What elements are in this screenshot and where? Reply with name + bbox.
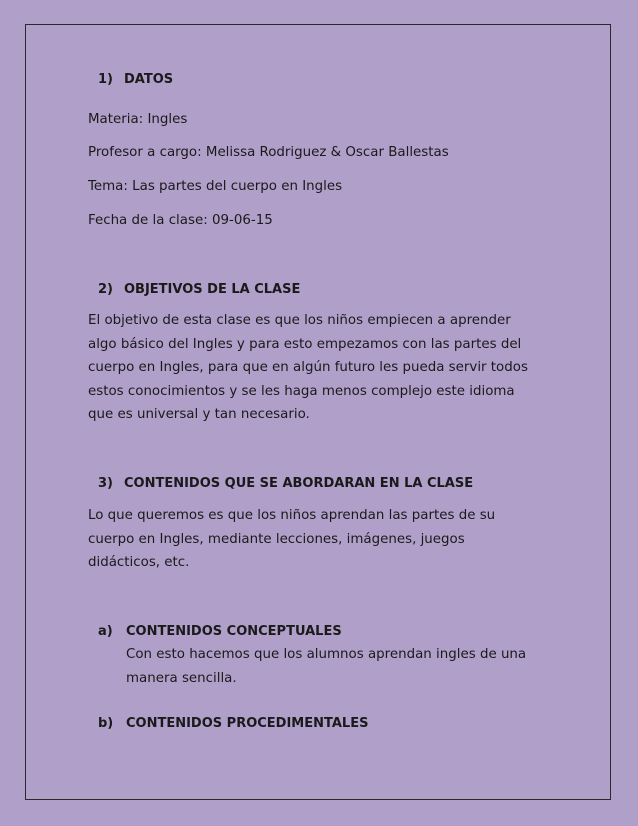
objetivo-line-3: cuerpo en Ingles, para que en algún futuro les pueda servir todos: [88, 360, 528, 375]
section-2-number: 2): [98, 282, 113, 297]
contenidos-line-1: Lo que queremos es que los niños aprendan las partes de su: [88, 508, 496, 523]
objetivo-line-5: que es universal y tan necesario.: [88, 407, 310, 422]
contenidos-line-2: cuerpo en Ingles, mediante lecciones, imágenes, juegos: [88, 532, 465, 547]
conceptuales-line-1: Con esto hacemos que los alumnos aprendan ingles de una: [126, 647, 527, 662]
objetivo-line-4: estos conocimientos y se les haga menos complejo este idioma: [88, 384, 515, 399]
contenidos-line-3: didácticos, etc.: [88, 555, 190, 570]
tema-line: Tema: Las partes del cuerpo en Ingles: [88, 179, 343, 194]
objetivo-line-2: algo básico del Ingles y para esto empezamos con las partes del: [88, 337, 522, 352]
subsection-b-heading: [98, 714, 368, 734]
materia-line: Materia: Ingles: [88, 112, 188, 127]
subsection-b-number: b): [98, 716, 114, 731]
profesor-line: Profesor a cargo: Melissa Rodriguez & Oscar Ballestas: [88, 145, 449, 160]
section-3-heading: [98, 474, 473, 494]
conceptuales-line-2: manera sencilla.: [126, 671, 237, 686]
subsection-a-number: a): [98, 624, 113, 639]
objetivo-line-1: El objetivo de esta clase es que los niños empiecen a aprender: [88, 313, 511, 328]
section-2-heading: [98, 280, 300, 300]
section-3-number: 3): [98, 476, 113, 491]
section-1-number: 1): [98, 72, 113, 87]
section-2-title: OBJETIVOS DE LA CLASE: [124, 282, 301, 297]
section-1-title: DATOS: [124, 72, 174, 87]
subsection-a-title: CONTENIDOS CONCEPTUALES: [126, 624, 342, 639]
fecha-line: Fecha de la clase: 09-06-15: [88, 213, 273, 228]
subsection-b-title: CONTENIDOS PROCEDIMENTALES: [126, 716, 369, 731]
section-3-title: CONTENIDOS QUE SE ABORDARAN EN LA CLASE: [124, 476, 474, 491]
section-1-heading: [98, 70, 173, 90]
subsection-a-heading: [98, 622, 342, 642]
